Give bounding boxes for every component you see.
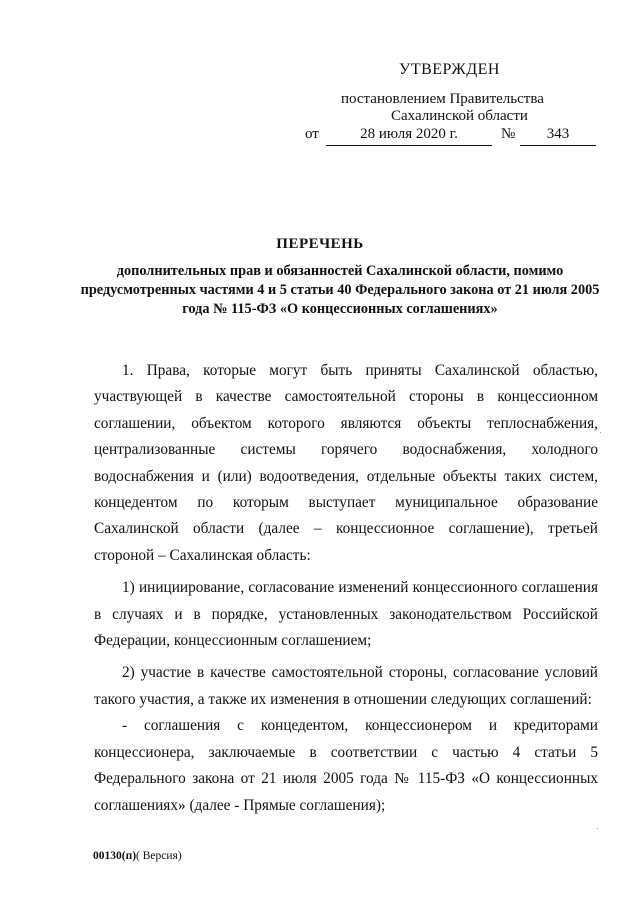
document-subtitle: дополнительных прав и обязанностей Сахалинской области, помимо предусмотренных частями 4 и 5 статьи 40 Федерального закона от 21 июля 2005 года № 115-ФЗ «О концессионных соглашениях»: [80, 263, 600, 317]
approval-line-resolution: постановлением Правительства: [341, 91, 544, 107]
approval-title: УТВЕРЖДЕН: [399, 61, 500, 78]
list-item-direct-agreements: - соглашения с концедентом, концессионером и кредиторами концессионера, заключаемые в соответствии с частью 4 статьи 5 Федерального закона от 21 июля 2005 года № 115-ФЗ «О концессионных соглашениях» (далее - Прямые соглашения);: [94, 717, 598, 814]
paragraph-1-1: 1) инициирование, согласование изменений концессионного соглашения в случаях и в порядке, установленных законодательством Российской Федерации, концессионным соглашением;: [94, 579, 598, 650]
date-prefix: от: [305, 126, 319, 142]
paragraph-1: 1. Права, которые могут быть приняты Сахалинской областью, участвующей в качестве самостоятельной стороны в концессионном соглашении, объектом которого являются объекты теплоснабжения, централизованные системы горячего водоснабжения, холодного водоснабжения и (или) водоотведения, отдельные объекты таких систем, концедентом по которым выступает муниципальное образование Сахалинской области (далее – концессионное соглашение), третьей стороной – Сахалинская область:: [94, 362, 598, 564]
footer-code: [93, 850, 182, 862]
document-title: ПЕРЕЧЕНЬ: [276, 236, 364, 252]
number-prefix: №: [501, 126, 516, 142]
footer-version: ( Версия): [136, 850, 182, 862]
paragraph-1-2: 2) участие в качестве самостоятельной стороны, согласование условий такого участия, а также их изменения в отношении следующих соглашений:: [94, 664, 598, 708]
approval-date-field: 28 июля 2020 г.: [326, 126, 492, 146]
approval-line-region: Сахалинской области: [391, 108, 528, 124]
document-body: [94, 358, 598, 819]
approval-number-field: 343: [520, 126, 596, 146]
scan-speck: [600, 432, 601, 433]
footer-code-number: 00130(п): [93, 850, 137, 862]
scan-speck: [597, 828, 598, 829]
